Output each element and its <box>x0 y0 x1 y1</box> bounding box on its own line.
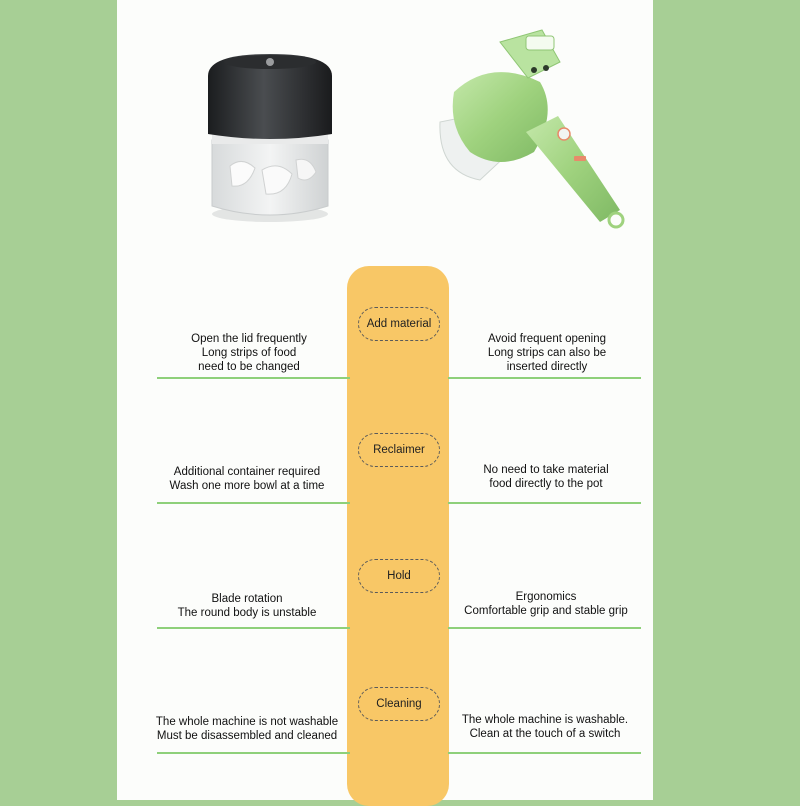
feature-label-hold: Hold <box>358 559 440 593</box>
divider-left <box>157 502 350 504</box>
divider-right <box>448 627 641 629</box>
divider-right <box>448 752 641 754</box>
right-text-reclaimer: No need to take material food directly to the pot <box>483 464 609 490</box>
left-text-add-material: Open the lid frequently Long strips of food need to be changed <box>191 333 307 373</box>
divider-left <box>157 627 350 629</box>
right-text-hold: Ergonomics Comfortable grip and stable grip <box>464 591 628 617</box>
round-chopper-image <box>200 48 340 228</box>
feature-label-add-material: Add material <box>358 307 440 341</box>
feature-label-cleaning: Cleaning <box>358 687 440 721</box>
right-text-add-material: Avoid frequent opening Long strips can also be inserted directly <box>487 333 607 373</box>
right-text-cleaning: The whole machine is washable. Clean at the touch of a switch <box>461 714 629 740</box>
left-text-hold: Blade rotation The round body is unstable <box>177 593 317 619</box>
divider-left <box>157 752 350 754</box>
handheld-cutter-image <box>430 22 640 237</box>
left-text-reclaimer: Additional container required Wash one more bowl at a time <box>169 466 325 492</box>
divider-right <box>448 377 641 379</box>
left-text-cleaning: The whole machine is not washable Must be disassembled and cleaned <box>155 716 339 742</box>
divider-right <box>448 502 641 504</box>
feature-label-reclaimer: Reclaimer <box>358 433 440 467</box>
divider-left <box>157 377 350 379</box>
feature-column <box>347 266 449 806</box>
